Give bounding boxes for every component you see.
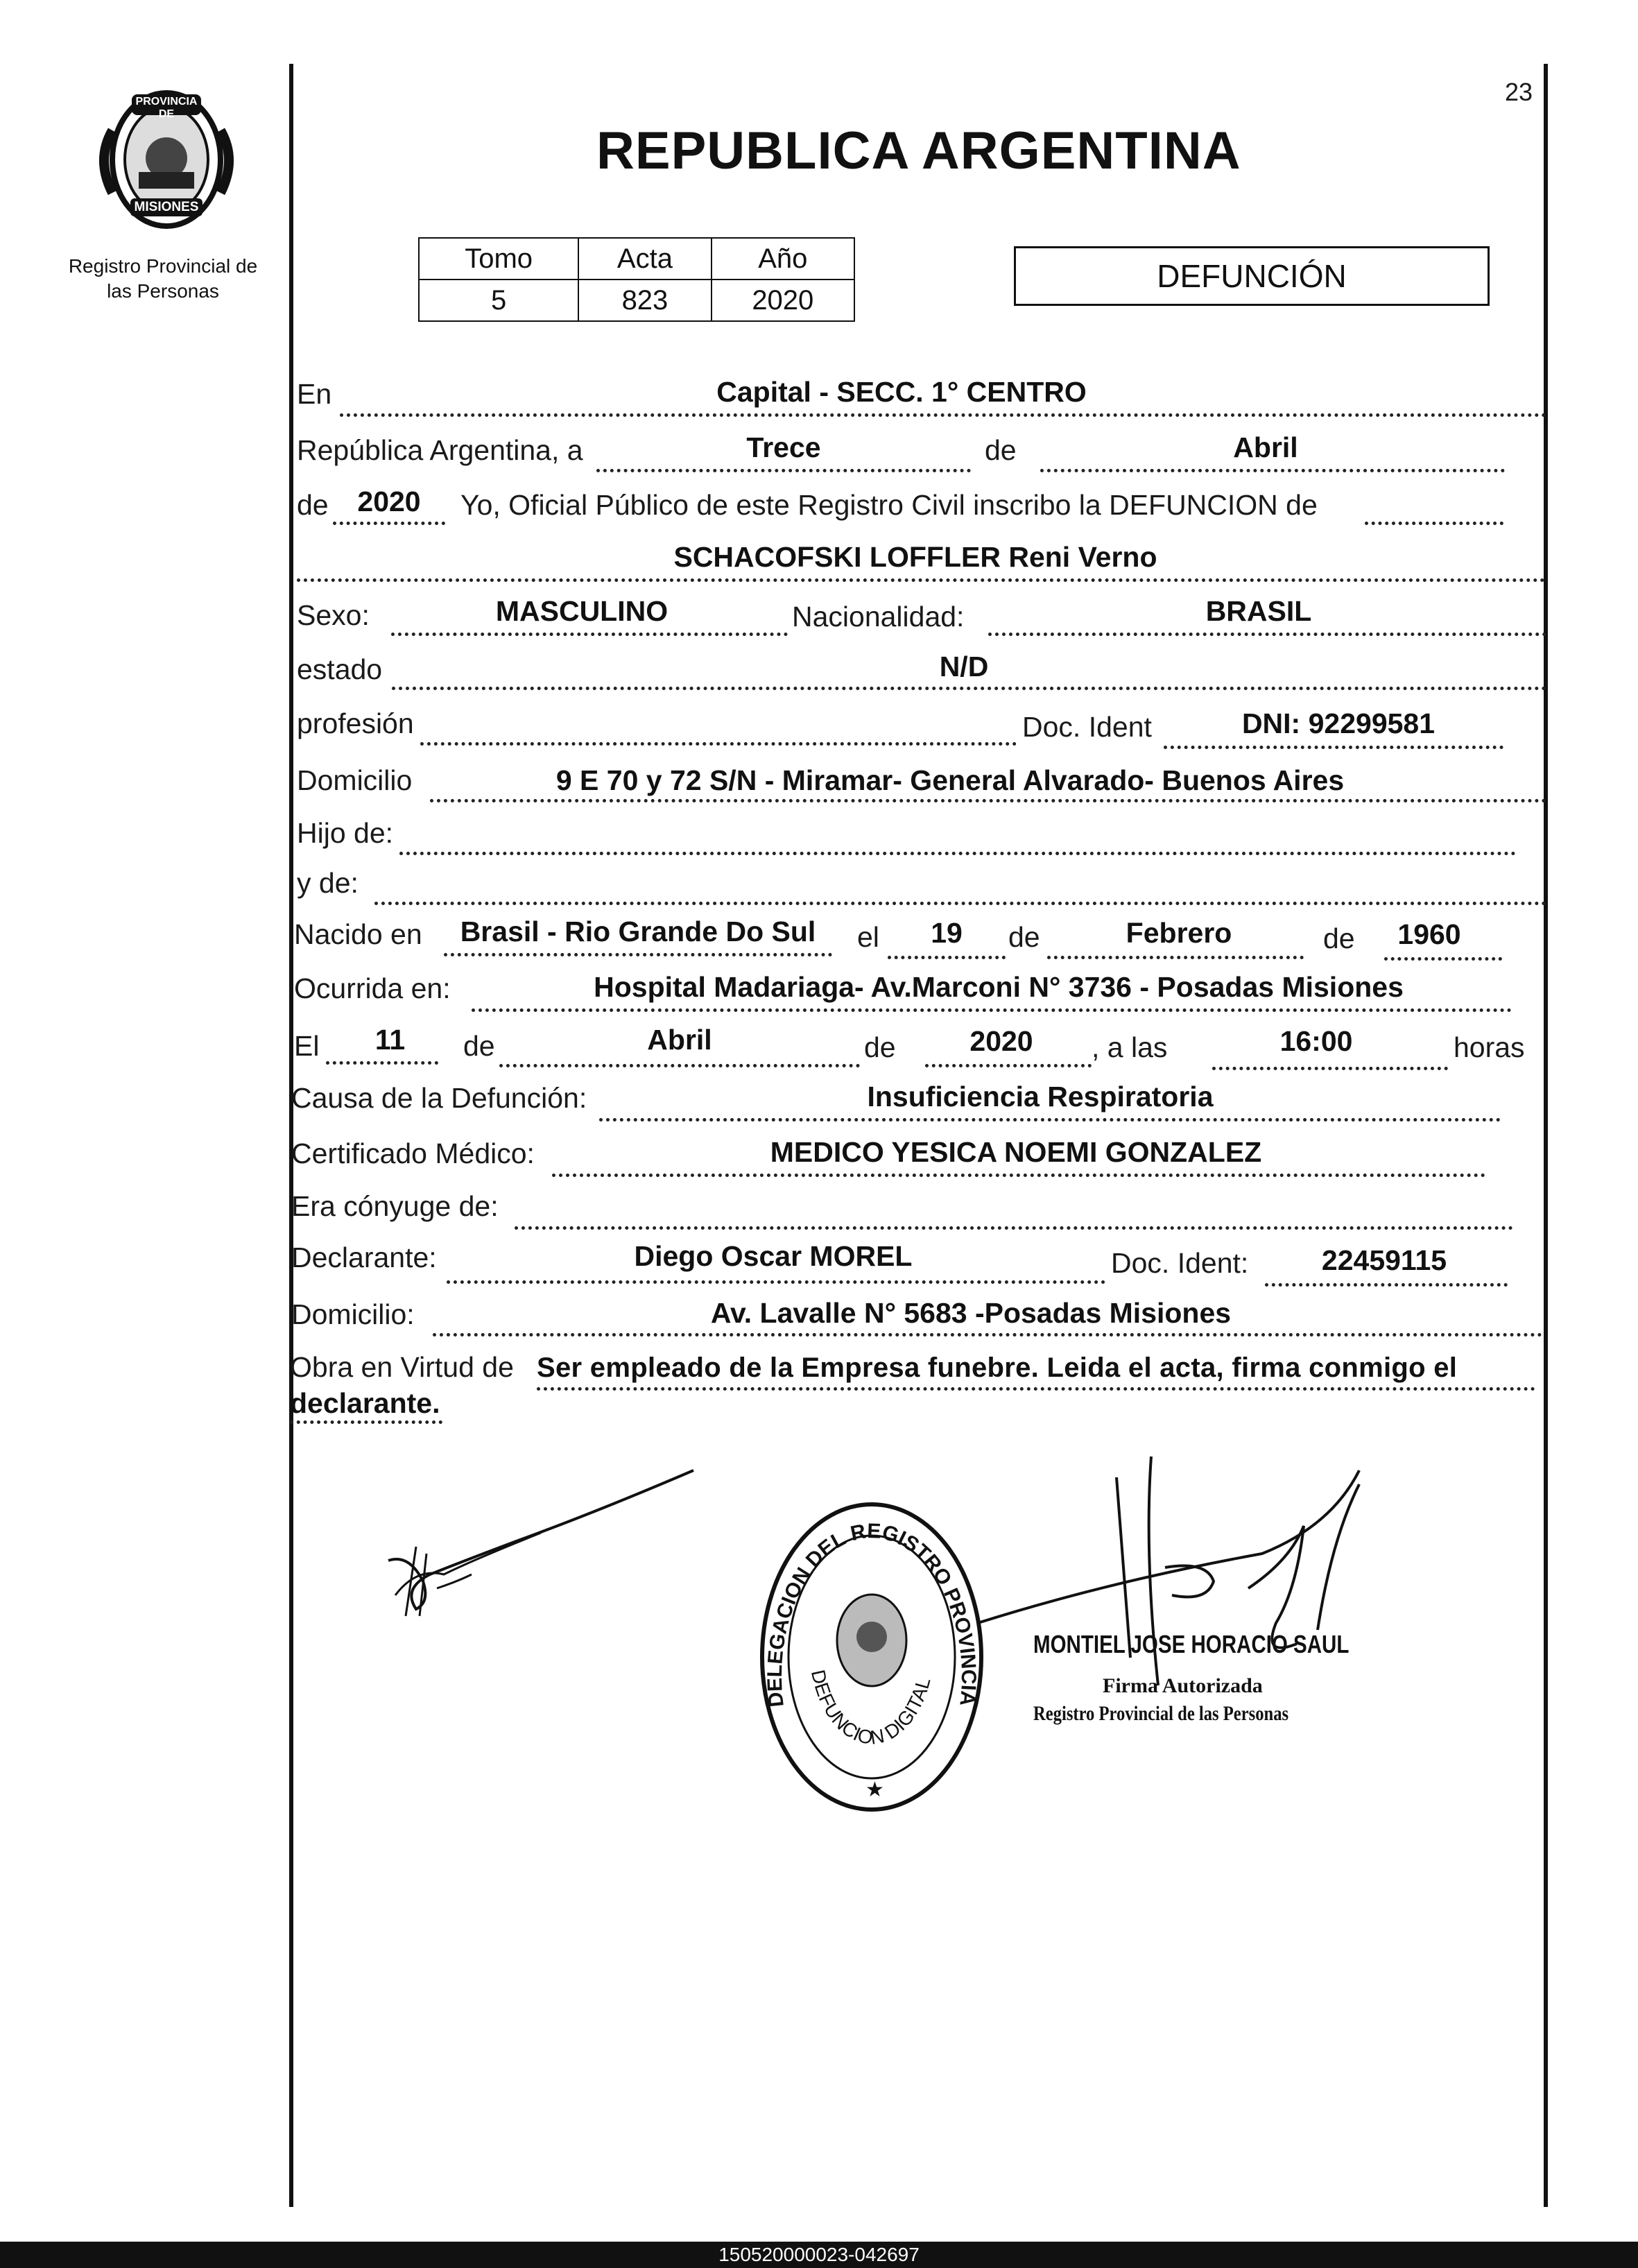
value-obra-line2: declarante. — [290, 1387, 440, 1419]
value-nombre-fallecido: SCHACOFSKI LOFFLER Reni Verno — [673, 541, 1157, 573]
page-number: 23 — [1505, 78, 1533, 106]
dotted-line — [599, 1118, 1501, 1122]
page-title: REPUBLICA ARGENTINA — [596, 121, 1241, 180]
value-domicilio: 9 E 70 y 72 S/N - Miramar- General Alvarado- Buenos Aires — [555, 764, 1345, 796]
table-header-tomo: Tomo — [419, 238, 578, 280]
value-def-anio: 2020 — [969, 1025, 1033, 1057]
dotted-line — [333, 522, 445, 525]
dotted-line — [430, 799, 1546, 802]
table-value-tomo: 5 — [419, 280, 578, 321]
dotted-line — [420, 742, 1017, 746]
label-de-def-mes: de — [463, 1030, 495, 1062]
record-number-table — [418, 237, 855, 322]
value-certificado: MEDICO YESICA NOEMI GONZALEZ — [770, 1136, 1262, 1168]
province-crest-logo — [89, 82, 244, 236]
dotted-line — [472, 1008, 1512, 1012]
value-mes: Abril — [1233, 431, 1298, 463]
dotted-line — [1384, 957, 1502, 961]
value-nacido-dia: 19 — [931, 917, 963, 949]
label-el: el — [857, 921, 879, 953]
label-de-def-anio: de — [864, 1031, 896, 1063]
dotted-line — [399, 852, 1516, 855]
value-nacionalidad: BRASIL — [1205, 595, 1312, 627]
value-lugar: Capital - SECC. 1° CENTRO — [716, 376, 1087, 408]
value-sexo: MASCULINO — [495, 595, 669, 627]
value-declarante-doc: 22459115 — [1321, 1244, 1447, 1276]
signatory-role: Firma Autorizada — [1103, 1674, 1263, 1697]
dotted-line — [499, 1064, 860, 1067]
dotted-line — [552, 1174, 1485, 1177]
value-nacido-anio: 1960 — [1397, 918, 1461, 950]
dotted-line — [297, 578, 1545, 582]
value-def-mes: Abril — [647, 1024, 712, 1056]
signatory-office: Registro Provincial de las Personas — [1033, 1702, 1289, 1725]
dotted-line — [1047, 956, 1304, 959]
value-declarante: Diego Oscar MOREL — [634, 1240, 913, 1272]
seal-outer-text: DELEGACION DEL REGISTRO PROVINCIA — [763, 1519, 981, 1708]
right-margin-line — [1544, 64, 1548, 2207]
value-ocurrida: Hospital Madariaga- Av.Marconi N° 3736 - Posadas Misiones — [594, 971, 1404, 1003]
dotted-line — [1040, 469, 1505, 472]
dotted-line — [515, 1226, 1513, 1230]
label-de-anio: de — [297, 489, 329, 521]
dotted-line — [1265, 1283, 1508, 1287]
official-signature — [368, 1457, 728, 1623]
crest-bottom-text: MISIONES — [134, 200, 199, 214]
seal-inner-text: DEFUNCION DIGITAL — [807, 1667, 935, 1749]
dotted-line — [340, 413, 1546, 417]
signatory-name: MONTIEL JOSE HORACIO SAUL — [1033, 1630, 1350, 1658]
label-nacido-en: Nacido en — [294, 918, 422, 950]
label-profesion: profesión — [297, 707, 414, 739]
label-conyuge: Era cónyuge de: — [291, 1190, 499, 1222]
label-domicilio-declarante: Domicilio: — [291, 1298, 415, 1330]
dotted-line — [392, 687, 1546, 690]
value-nacido-lugar: Brasil - Rio Grande Do Sul — [460, 916, 816, 947]
label-en: En — [297, 378, 332, 410]
value-dia: Trece — [746, 431, 821, 463]
label-certificado: Certificado Médico: — [291, 1137, 535, 1169]
value-obra-line1: Ser empleado de la Empresa funebre. Leida el acta, firma conmigo el — [537, 1352, 1458, 1383]
dotted-line — [444, 953, 832, 956]
value-def-dia: 11 — [374, 1024, 406, 1056]
label-yo-oficial: Yo, Oficial Público de este Registro Civil inscribo la DEFUNCION de — [460, 489, 1318, 521]
left-margin-line — [289, 64, 293, 2207]
footer-code: 150520000023-042697 — [718, 2244, 920, 2265]
svg-text:★: ★ — [865, 1778, 884, 1801]
dotted-line — [1365, 522, 1503, 525]
value-def-hora: 16:00 — [1279, 1025, 1353, 1057]
logo-caption-line1: Registro Provincial de — [68, 255, 258, 277]
dotted-line — [988, 633, 1546, 636]
label-y-de: y de: — [297, 867, 359, 899]
label-ocurrida-en: Ocurrida en: — [294, 972, 451, 1004]
label-nacionalidad: Nacionalidad: — [792, 601, 965, 633]
value-anio: 2020 — [357, 486, 421, 517]
label-de: de — [985, 434, 1017, 466]
label-estado: estado — [297, 653, 383, 685]
value-nacido-mes: Febrero — [1126, 917, 1232, 949]
dotted-line — [925, 1064, 1092, 1067]
dotted-line — [596, 469, 971, 472]
label-obra: Obra en Virtud de — [290, 1351, 514, 1383]
label-el-def: El — [294, 1030, 320, 1062]
table-value-acta: 823 — [578, 280, 711, 321]
label-horas: horas — [1454, 1031, 1525, 1063]
dotted-line — [1164, 746, 1503, 749]
label-sexo: Sexo: — [297, 599, 370, 631]
label-doc-ident: Doc. Ident — [1022, 711, 1152, 743]
dotted-line — [433, 1333, 1542, 1337]
official-seal-stamp — [756, 1498, 988, 1816]
value-causa: Insuficiencia Respiratoria — [867, 1081, 1214, 1112]
dotted-line — [1212, 1067, 1448, 1070]
dotted-line — [888, 956, 1006, 959]
label-republica: República Argentina, a — [297, 434, 583, 466]
dotted-line — [290, 1420, 442, 1424]
value-estado: N/D — [939, 651, 989, 682]
table-header-anio: Año — [712, 238, 854, 280]
label-hijo-de: Hijo de: — [297, 817, 394, 849]
label-causa: Causa de la Defunción: — [291, 1082, 587, 1114]
dotted-line — [391, 633, 788, 636]
table-value-anio: 2020 — [712, 280, 854, 321]
label-domicilio: Domicilio — [297, 764, 413, 796]
document-type-label: DEFUNCIÓN — [1157, 258, 1347, 294]
crest-top-text: PROVINCIA DE — [135, 96, 198, 120]
document-type-box — [1014, 246, 1490, 306]
logo-caption-line2: las Personas — [107, 280, 219, 302]
authorized-signature — [971, 1450, 1415, 1782]
value-declarante-domicilio: Av. Lavalle N° 5683 -Posadas Misiones — [710, 1297, 1232, 1329]
dotted-line — [537, 1387, 1535, 1391]
label-de-nac-anio: de — [1323, 922, 1355, 954]
table-header-acta: Acta — [578, 238, 711, 280]
label-a-las: , a las — [1092, 1031, 1168, 1063]
footer-bar — [0, 2242, 1638, 2268]
label-doc-ident-declarante: Doc. Ident: — [1111, 1247, 1249, 1279]
value-dni: DNI: 92299581 — [1241, 707, 1436, 739]
dotted-line — [326, 1061, 438, 1065]
label-declarante: Declarante: — [291, 1242, 437, 1273]
dotted-line — [447, 1280, 1105, 1284]
dotted-line — [374, 902, 1546, 905]
label-de-nac-mes: de — [1008, 921, 1040, 953]
